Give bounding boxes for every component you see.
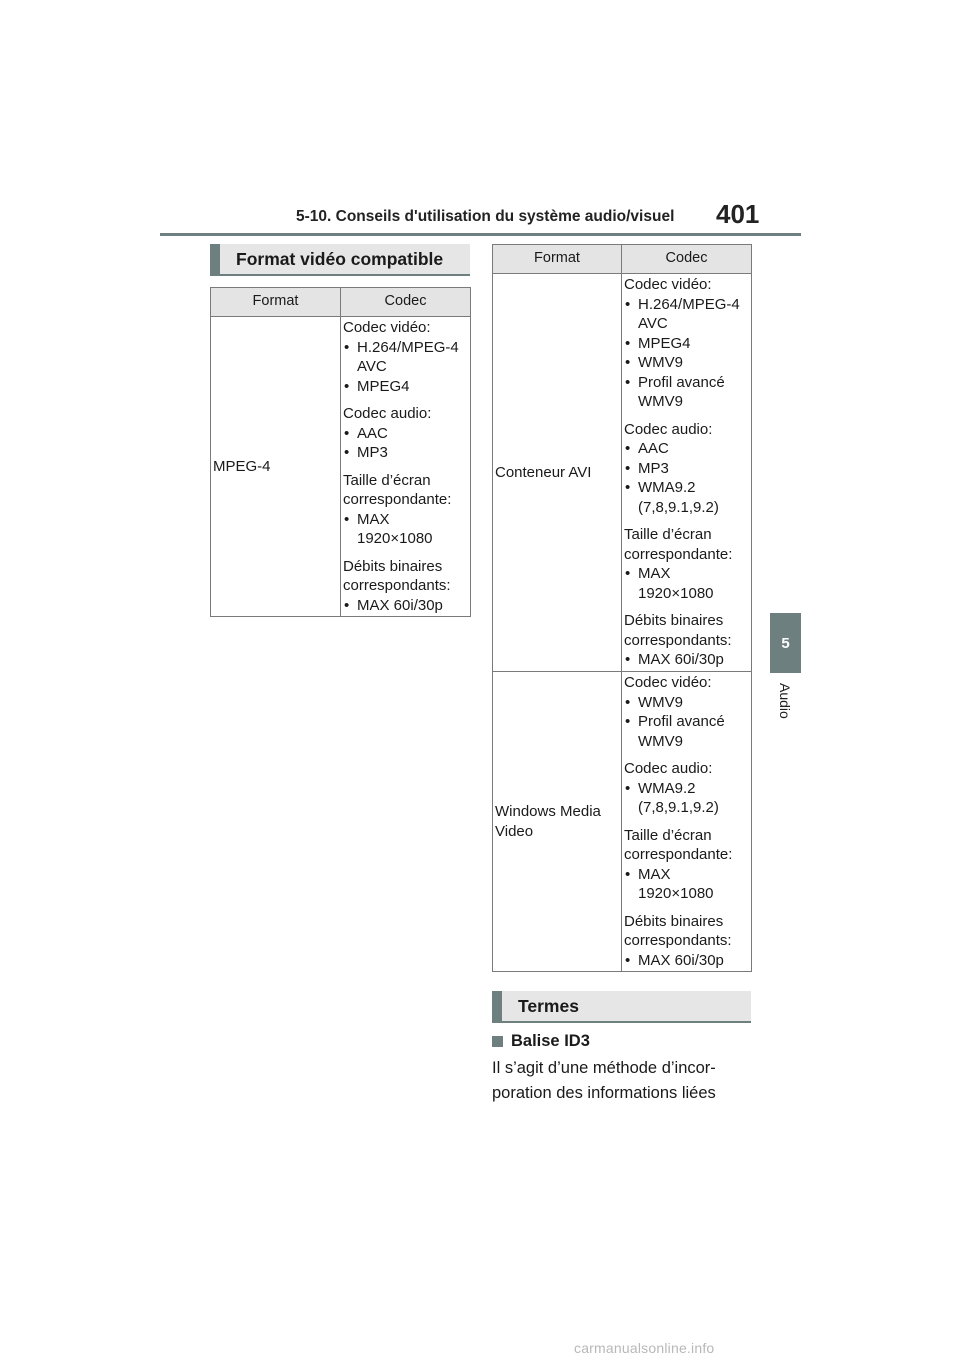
- codec-list-item: • H.264/MPEG-4 AVC: [624, 295, 749, 334]
- codec-list-item: • WMA9.2 (7,8,9.1,9.2): [624, 779, 749, 818]
- format-cell: MPEG-4: [211, 317, 341, 617]
- codec-list-item: • MPEG4: [343, 377, 468, 397]
- codec-list-item: • AAC: [624, 439, 749, 459]
- codec-list-item: • WMA9.2 (7,8,9.1,9.2): [624, 478, 749, 517]
- term-description: Il s’agit d’une méthode d’incor-poration des informations liées: [492, 1059, 716, 1102]
- codec-list-item: • Profil avancé WMV9: [624, 712, 749, 751]
- header-rule: [160, 233, 801, 236]
- codec-list-item: • MAX 60i/30p: [343, 596, 468, 616]
- codec-group: [624, 759, 749, 818]
- codec-list-item: • MP3: [343, 443, 468, 463]
- chapter-tab-label: Audio: [777, 683, 793, 719]
- codec-group: [624, 673, 749, 751]
- heading-bar: [492, 991, 502, 1021]
- section-title: Termes: [518, 995, 579, 1016]
- codec-group-title: Codec audio:: [624, 760, 713, 777]
- codec-group-title: Codec audio:: [624, 420, 713, 438]
- square-bullet-icon: [492, 1036, 503, 1047]
- column-header-codec: Codec: [622, 245, 752, 274]
- codec-list-item: • Profil avancé WMV9: [624, 373, 749, 412]
- codec-group: [624, 420, 749, 518]
- section-heading-terms: [492, 991, 751, 1023]
- codec-list-item: • MAX 1920×1080: [624, 564, 749, 603]
- table-row: [211, 317, 471, 617]
- section-heading-video-format: [210, 244, 470, 276]
- running-header-title: 5-10. Conseils d'utilisation du système audio/visuel: [296, 208, 675, 225]
- video-format-table-right: [492, 244, 752, 972]
- codec-list-item: • MAX 60i/30p: [624, 951, 749, 971]
- table-row: [493, 672, 752, 972]
- codec-group: [624, 275, 749, 412]
- table-header-row: [211, 288, 471, 317]
- codec-list-item: • H.264/MPEG-4 AVC: [343, 338, 468, 377]
- codec-group: [343, 404, 468, 463]
- codec-group: [343, 557, 468, 616]
- chapter-tab[interactable]: [770, 613, 801, 673]
- table-row: [493, 274, 752, 672]
- codec-list-item: • WMV9: [624, 353, 749, 373]
- codec-group: [624, 912, 749, 971]
- codec-list-item: • MAX 60i/30p: [624, 650, 749, 670]
- watermark: carmanualsonline.info: [574, 1340, 715, 1356]
- codec-group: [343, 318, 468, 396]
- codec-group-title: Codec audio:: [343, 405, 432, 422]
- codec-group-title: Codec vidéo:: [624, 674, 712, 691]
- chapter-tab-number: 5: [781, 634, 790, 652]
- codec-group-title: Codec vidéo:: [624, 276, 712, 294]
- codec-group-title: Codec vidéo:: [343, 319, 431, 336]
- codec-cell: [341, 317, 471, 617]
- codec-list-item: • MAX 1920×1080: [624, 865, 749, 904]
- format-cell: Conteneur AVI: [493, 274, 622, 672]
- codec-group-title: Taille d’écran correspondante:: [624, 826, 733, 863]
- codec-group: [624, 611, 749, 670]
- codec-cell: [622, 274, 752, 672]
- column-header-format: Format: [493, 245, 622, 274]
- page-number: 401: [716, 199, 760, 229]
- format-cell: Windows Media Video: [493, 672, 622, 972]
- codec-group: [624, 826, 749, 904]
- codec-group-title: Débits binaires correspondants:: [624, 612, 732, 649]
- codec-group: [624, 525, 749, 603]
- section-title: Format vidéo compatible: [236, 248, 444, 269]
- codec-group-title: Débits binaires correspondants:: [624, 912, 732, 949]
- heading-bar: [210, 244, 220, 274]
- table-header-row: [493, 245, 752, 274]
- codec-list-item: • MAX 1920×1080: [343, 510, 468, 549]
- codec-list-item: • MP3: [624, 459, 749, 479]
- column-header-codec: Codec: [341, 288, 471, 317]
- codec-group: [343, 471, 468, 549]
- codec-list-item: • AAC: [343, 424, 468, 444]
- term-heading: [492, 1032, 590, 1051]
- codec-group-title: Débits binaires correspondants:: [343, 557, 451, 594]
- codec-group-title: Taille d’écran correspondante:: [624, 526, 733, 563]
- codec-list-item: • WMV9: [624, 693, 749, 713]
- video-format-table-left: [210, 287, 471, 617]
- codec-list-item: • MPEG4: [624, 334, 749, 354]
- column-header-format: Format: [211, 288, 341, 317]
- codec-cell: [622, 672, 752, 972]
- term-heading-text: Balise ID3: [511, 1032, 590, 1050]
- codec-group-title: Taille d’écran correspondante:: [343, 471, 452, 508]
